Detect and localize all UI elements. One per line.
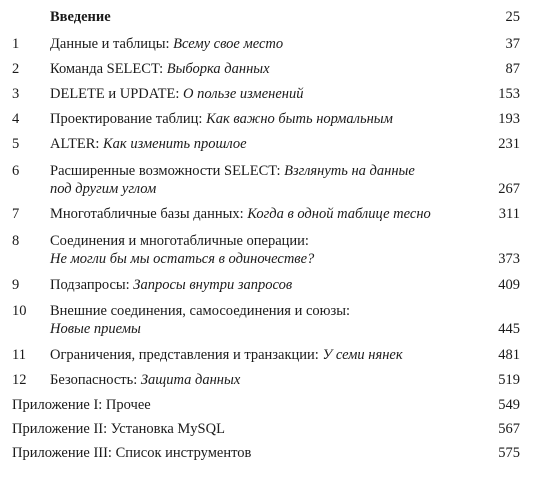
toc-chapter-number: 6 bbox=[12, 163, 20, 179]
toc-page-number: 193 bbox=[498, 111, 520, 127]
toc-chapter-number: 5 bbox=[12, 136, 20, 152]
toc-chapter-main-title: Расширенные возможности SELECT: bbox=[50, 163, 285, 179]
toc-chapter-main-title: Подзапросы: bbox=[50, 277, 134, 293]
toc-chapter-subtitle: Запросы внутри запросов bbox=[133, 277, 293, 293]
toc-chapter-title bbox=[50, 371, 470, 389]
toc-chapter-number: 10 bbox=[12, 303, 27, 319]
toc-chapter-main-title: Внешние соединения, самосоединения и союзы: bbox=[50, 303, 350, 319]
toc-chapter-main-title: Ограничения, представления и транзакции: bbox=[50, 347, 323, 363]
toc-page-number: 153 bbox=[498, 86, 520, 102]
toc-page-number: 575 bbox=[498, 445, 520, 461]
toc-chapter-subtitle: Защита данных bbox=[140, 372, 241, 388]
toc-chapter-main-title: ALTER: bbox=[50, 136, 104, 152]
toc-page-number: 373 bbox=[498, 251, 520, 267]
toc-chapter-title bbox=[50, 35, 470, 53]
toc-page-number: 231 bbox=[498, 136, 520, 152]
toc-page-number: 87 bbox=[505, 61, 520, 77]
toc-page-number: 25 bbox=[505, 9, 520, 25]
toc-page-number: 445 bbox=[498, 321, 520, 337]
toc-chapter-main-title: Безопасность: bbox=[50, 372, 141, 388]
toc-chapter-subtitle: Как важно быть нормальным bbox=[206, 111, 393, 127]
toc-chapter-title bbox=[50, 162, 470, 180]
toc-chapter-subtitle: Когда в одной таблице тесно bbox=[247, 206, 431, 222]
toc-chapter-subtitle: Выборка данных bbox=[166, 61, 270, 77]
toc-chapter-main-title: Соединения и многотабличные операции: bbox=[50, 233, 309, 249]
toc-chapter-subtitle-continued: под другим углом bbox=[50, 181, 157, 197]
toc-chapter-number: 3 bbox=[12, 86, 20, 102]
toc-chapter-title bbox=[50, 276, 470, 294]
toc-chapter-main-title: DELETE и UPDATE: bbox=[50, 86, 184, 102]
toc-chapter-main-title: Данные и таблицы: bbox=[50, 36, 174, 52]
toc-page-number: 37 bbox=[505, 36, 520, 52]
toc-chapter-number: 8 bbox=[12, 233, 20, 249]
toc-chapter-number: 12 bbox=[12, 372, 27, 388]
toc-page-number: 567 bbox=[498, 421, 520, 437]
toc-chapter-number: 2 bbox=[12, 61, 20, 77]
toc-appendix-title: Приложение I: Прочее bbox=[12, 397, 151, 413]
toc-chapter-subtitle: Взглянуть на данные bbox=[284, 163, 415, 179]
toc-chapter-subtitle: Как изменить прошлое bbox=[103, 136, 247, 152]
toc-appendix-title: Приложение II: Установка MySQL bbox=[12, 421, 225, 437]
toc-chapter-subtitle: О пользе изменений bbox=[183, 86, 304, 102]
toc-chapter-number: 1 bbox=[12, 36, 20, 52]
toc-chapter-title bbox=[50, 110, 470, 128]
toc-chapter-main-title: Команда SELECT: bbox=[50, 61, 167, 77]
toc-chapter-title bbox=[50, 346, 470, 364]
toc-page-number: 311 bbox=[498, 206, 520, 222]
toc-chapter-subtitle: Всему свое место bbox=[173, 36, 284, 52]
toc-chapter-number: 9 bbox=[12, 277, 20, 293]
toc-chapter-number: 11 bbox=[12, 347, 26, 363]
toc-chapter-subtitle-continued: Новые приемы bbox=[50, 321, 141, 337]
toc-chapter-title bbox=[50, 85, 470, 103]
toc-page-number: 549 bbox=[498, 397, 520, 413]
toc-chapter-title bbox=[50, 60, 470, 78]
toc-chapter-number: 7 bbox=[12, 206, 20, 222]
toc-chapter-title bbox=[50, 205, 470, 223]
toc-chapter-subtitle: У семи нянек bbox=[322, 347, 403, 363]
toc-page-number: 267 bbox=[498, 181, 520, 197]
toc-intro-title: Введение bbox=[50, 9, 111, 25]
toc-page-number: 409 bbox=[498, 277, 520, 293]
toc-chapter-subtitle-continued: Не могли бы мы остаться в одиночестве? bbox=[50, 251, 315, 267]
toc-page-number: 481 bbox=[498, 347, 520, 363]
toc-page-number: 519 bbox=[498, 372, 520, 388]
toc-appendix-title: Приложение III: Список инструментов bbox=[12, 445, 252, 461]
toc-chapter-title bbox=[50, 135, 470, 153]
toc-chapter-main-title: Проектирование таблиц: bbox=[50, 111, 207, 127]
toc-chapter-main-title: Многотабличные базы данных: bbox=[50, 206, 248, 222]
toc-chapter-number: 4 bbox=[12, 111, 20, 127]
